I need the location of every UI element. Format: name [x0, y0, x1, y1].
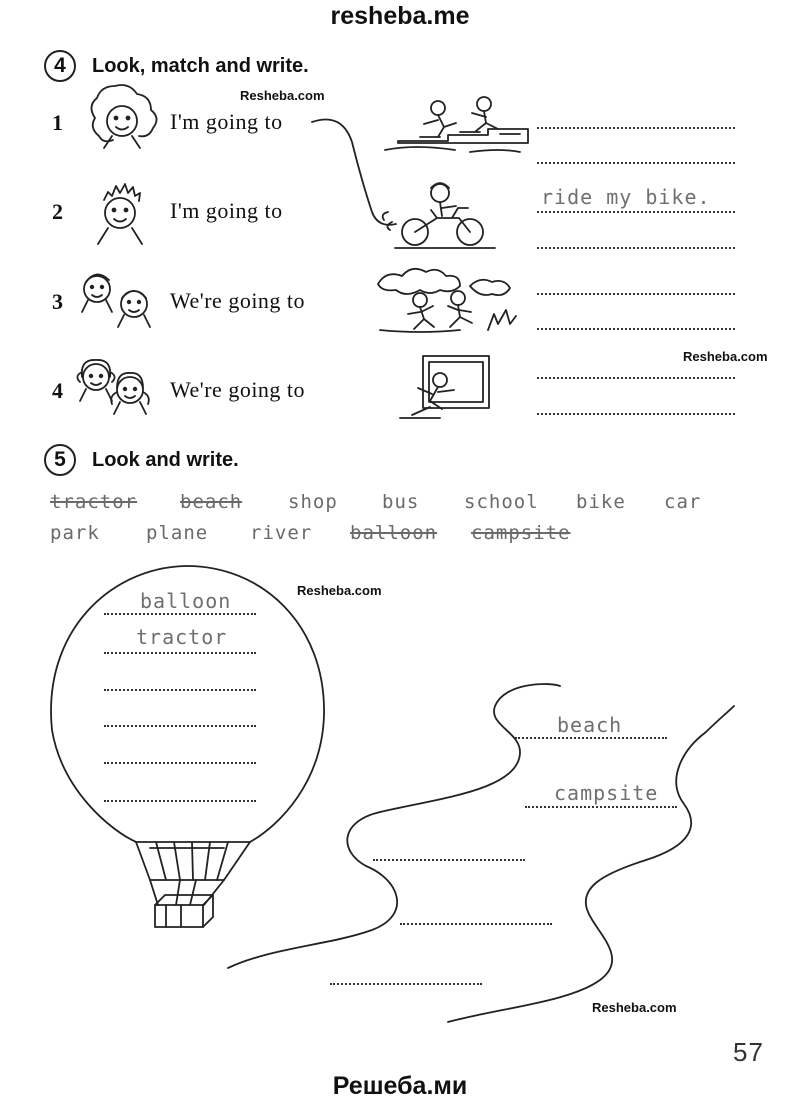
word-bank-item: bus [382, 491, 420, 513]
window-climbing-picture-icon [400, 356, 489, 418]
matching-line [312, 120, 396, 225]
row-4-number: 4 [52, 378, 63, 403]
river-answer-line[interactable] [525, 806, 677, 808]
balloon-answer-line[interactable] [104, 725, 256, 727]
river-answer-beach: beach [557, 713, 623, 737]
balloon-answer-line[interactable] [104, 762, 256, 764]
balloon-answer-line[interactable] [104, 800, 256, 802]
river-answer-line[interactable] [330, 983, 482, 985]
motorbike-rider-picture-icon [383, 183, 495, 248]
watermark: Resheba.com [297, 583, 382, 598]
balloon-answer-tractor: tractor [136, 625, 228, 649]
page-number: 57 [733, 1037, 764, 1067]
word-bank-item: campsite [471, 522, 571, 544]
site-footer: Решеба.ми [332, 1072, 468, 1100]
boy-face-icon [98, 184, 142, 244]
exercise-5-number: 5 [44, 444, 76, 476]
row-2-number: 2 [52, 199, 63, 224]
watermark: Resheba.com [592, 1000, 677, 1015]
exercise-4-title: Look, match and write. [92, 55, 309, 77]
kids-jumping-picture-icon [385, 97, 528, 152]
site-header: resheba.me [330, 2, 470, 30]
word-bank-item: bike [576, 491, 626, 513]
watermark: Resheba.com [240, 88, 325, 103]
two-boys-icon [82, 274, 150, 327]
exercise-5-title: Look and write. [92, 449, 239, 471]
word-bank-item: school [464, 491, 539, 513]
row-1-text: I'm going to [170, 109, 283, 134]
two-girls-icon [77, 360, 148, 414]
row-4-text: We're going to [170, 377, 306, 402]
word-bank-item: balloon [350, 522, 438, 544]
balloon-answer-line[interactable] [104, 689, 256, 691]
watermark: Resheba.com [683, 349, 768, 364]
word-bank-item: beach [180, 491, 243, 513]
girl-curly-hair-icon [91, 85, 156, 148]
river-icon [228, 684, 734, 1022]
word-bank-item: tractor [50, 491, 138, 513]
row-3-number: 3 [52, 289, 63, 314]
word-bank-item: park [50, 522, 100, 544]
river-answer-line[interactable] [400, 923, 552, 925]
river-answer-campsite: campsite [554, 781, 659, 805]
river-answer-line[interactable] [373, 859, 525, 861]
word-bank-item: river [250, 522, 313, 544]
river-answer-line[interactable] [515, 737, 667, 739]
handwritten-answer: ride my bike. [541, 185, 711, 209]
hot-air-balloon-icon [51, 566, 324, 927]
row-3-text: We're going to [170, 288, 306, 313]
exercise-4-number: 4 [44, 50, 76, 82]
word-bank-item: shop [288, 491, 338, 513]
row-2-text: I'm going to [170, 198, 283, 223]
word-bank-item: plane [146, 522, 209, 544]
balloon-answer-line[interactable] [104, 652, 256, 654]
word-bank-item: car [664, 491, 702, 513]
row-1-number: 1 [52, 110, 63, 135]
running-kids-storm-picture-icon [378, 269, 516, 332]
balloon-answer-line[interactable] [104, 613, 256, 615]
balloon-answer-balloon: balloon [140, 589, 232, 613]
